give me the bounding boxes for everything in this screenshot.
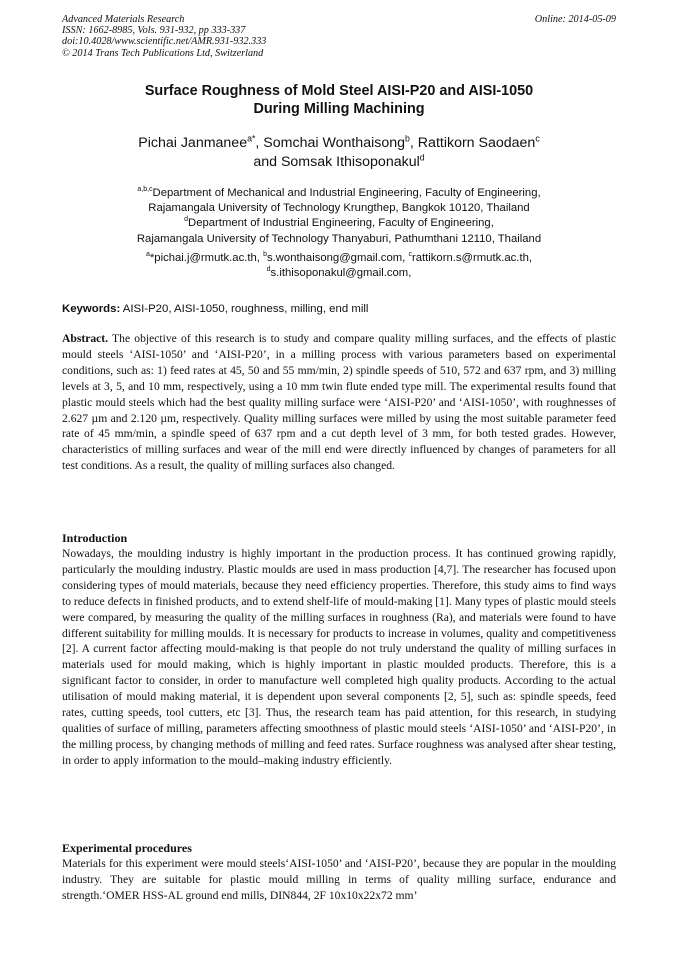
abstract xyxy=(62,331,616,474)
experimental-heading: Experimental procedures xyxy=(62,841,192,855)
affil-d-sup: d xyxy=(184,216,189,224)
keywords xyxy=(62,302,616,317)
author-list xyxy=(62,134,616,172)
email-c: rattikorn.s@rmutk.ac.th, xyxy=(411,252,533,264)
affil-abc-line2: Rajamangala University of Technology Krungthep, Bangkok 10120, Thailand xyxy=(148,202,530,215)
email-a: *pichai.j@rmutk.ac.th, xyxy=(149,252,264,264)
author-2: , Somchai Wonthaisong xyxy=(255,135,406,151)
author-4: and Somsak Ithisoponakul xyxy=(253,154,420,170)
email-b: s.wonthaisong@gmail.com, xyxy=(266,252,409,264)
journal-header xyxy=(62,14,266,59)
email-list xyxy=(62,251,616,281)
paper-title xyxy=(62,82,616,118)
email-a-sup: a xyxy=(145,251,150,259)
abstract-label: Abstract. xyxy=(62,332,109,345)
journal-issn: ISSN: 1662-8985, Vols. 931-932, pp 333-337 xyxy=(62,25,246,37)
abstract-text: The objective of this research is to study and compare quality milling surfaces, and the effects of plastic mould steels ‘AISI-1050’ and ‘AISI-P20’, in a milling process with various parameters based on experimental conditions, such as: 1) feed rates at 45, 50 and 55 mm/min, 2) spindle speeds of 510, 572 and 637 rpm, and 3) milling levels at 3, 5, and 10 mm, respectively, using a 10 mm twin flute ended type mill. The experimental results found that plastic mould steels which had the best quality milling surface were ‘AISI-P20’ and ‘AISI-1050’, with roughnesses of 2.627 µm and 2.120 µm, respectively. Quality milling surfaces were milled by using the most suitable parameter feed rate of 45 mm/min, a spindle speed of 637 rpm and a cut depth level of 3 mm, for both tested grades. However, characteristics of milling surfaces and wear of the mill end were directly influenced by changes of parameters for all test conditions. As a result, the quality of milling surfaces also changed. xyxy=(62,332,616,473)
email-b-sup: b xyxy=(263,251,267,259)
introduction-text: Nowadays, the moulding industry is highly important in the production process. It has continued growing rapidly, particularly the moulding industry. Plastic moulds are used in mass production [4,7]. The researcher has focused upon considering types of mould materials, because they need efficiency properties. Therefore, this study aims to find ways to reduce defects in finished products, and to extend shelf-life of mould-making [1]. Many types of plastic mould steels were compared, by measuring the quality of the milling surfaces in roughness (Ra), and materials were found to have different suitability for milling moulds. It is necessary for products to increase in volumes, quality and competitiveness [2]. A current factor affecting mould-making is that people do not truly understand the quality of milling surfaces in materials used for mould making, which is highly important in plastic moulded products. Therefore, this is a significant factor to consider, in order to manufacture well completed high quality products. According to the actual utilisation of mould making material, it is dependent upon several components [2, 5], such as: spindle speeds, feed rates, cutting speeds, tool cutters, etc [3]. Thus, the research team has paid attention, for this research, in studying qualities of surface of milling, parameters affecting smoothness of plastic mould steels ‘AISI-1050’ and ‘AISI-P20’, in the milling process, by changing methods of milling and feed rates. Surface roughness was analysed after shear testing, in order to apply information to the mould–making industry efficiently. xyxy=(62,547,616,767)
author-3: , Rattikorn Saodaen xyxy=(409,135,536,151)
affiliations xyxy=(62,186,616,247)
email-d: s.ithisoponakul@gmail.com, xyxy=(270,267,412,280)
author-3-sup: c xyxy=(535,133,540,144)
keywords-text: AISI-P20, AISI-1050, roughness, milling, end mill xyxy=(120,303,369,315)
online-date: Online: 2014-05-09 xyxy=(534,14,616,25)
affil-d-line1: Department of Industrial Engineering, Faculty of Engineering, xyxy=(188,217,494,230)
introduction-heading: Introduction xyxy=(62,531,128,545)
affil-abc-sup: a,b,c xyxy=(137,186,153,194)
author-1-sup: a* xyxy=(247,133,256,144)
title-line-1: Surface Roughness of Mold Steel AISI-P20 and AISI-1050 xyxy=(144,83,534,99)
author-1: Pichai Janmanee xyxy=(138,135,248,151)
title-line-2: During Milling Machining xyxy=(253,101,425,117)
affil-d-line2: Rajamangala University of Technology Thanyaburi, Pathumthani 12110, Thailand xyxy=(136,232,542,245)
keywords-label: Keywords: xyxy=(62,303,121,315)
experimental-text: Materials for this experiment were mould steels‘AISI-1050’ and ‘AISI-P20’, because they are popular in the moulding industry. They are suitable for plastic mould milling in terms of quality milling surface, endurance and strength.‘OMER HSS-AL ground end mills, DIN844, 2F 10x10x22x72 mm’ xyxy=(62,857,616,902)
email-d-sup: d xyxy=(266,266,271,274)
journal-name: Advanced Materials Research xyxy=(62,14,185,25)
journal-doi: doi:10.4028/www.scientific.net/AMR.931-932.333 xyxy=(62,36,267,48)
author-4-sup: d xyxy=(419,152,425,163)
email-c-sup: c xyxy=(408,251,412,259)
journal-copyright: © 2014 Trans Tech Publications Ltd, Switzerland xyxy=(62,47,264,59)
affil-abc-line1: Department of Mechanical and Industrial Engineering, Faculty of Engineering, xyxy=(152,187,541,199)
author-2-sup: b xyxy=(405,133,410,144)
